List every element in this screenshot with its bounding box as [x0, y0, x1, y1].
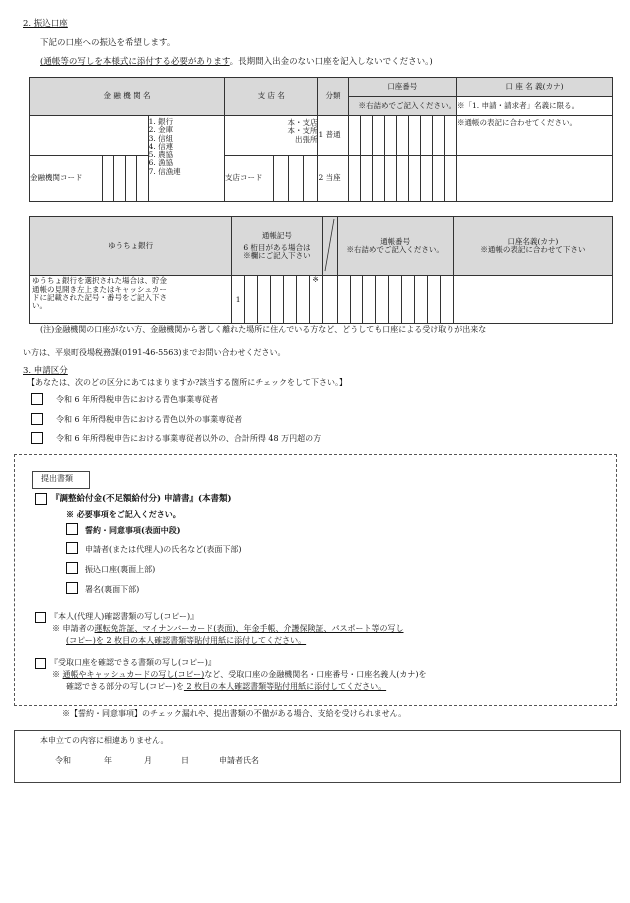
account-digit-cell[interactable] [432, 156, 444, 202]
yucho-instruction-line: ドに記載された記号・番号をご記入下さ [32, 292, 167, 302]
account-digit-cell[interactable] [432, 116, 444, 156]
bank-code-cell[interactable] [113, 156, 124, 201]
bank-name-input[interactable] [30, 116, 149, 156]
bank-type-option: 2. 金庫 [148, 125, 174, 135]
yucho-number-cell[interactable] [376, 276, 389, 324]
notice-rest: 。長期間入出金のない口座を記入しないでください。) [229, 57, 433, 67]
bank-type-list [148, 116, 224, 202]
yucho-holder-label: 口座名義(カナ) [507, 236, 559, 246]
yucho-symbol-note-2: ※欄にご記入下さい [243, 250, 311, 260]
sub-item-applicant: 申請者(または代理人)の氏名など(表面下部) [85, 545, 242, 554]
category-checkbox-2[interactable] [31, 413, 43, 425]
bank-type-option: 4. 信連 [148, 141, 174, 151]
yucho-symbol-cell[interactable] [270, 276, 283, 324]
id-copy-note [52, 625, 404, 633]
yucho-symbol-sixth-cell[interactable]: ※ [309, 276, 322, 324]
account-digit-cell[interactable] [408, 156, 420, 202]
declaration-statement: 本申立ての内容に相違ありません。 [40, 736, 169, 745]
bank-type-option: 7. 信漁連 [148, 166, 181, 176]
branch-code-cell[interactable] [288, 156, 303, 201]
account-type-current[interactable]: 2 当座 [318, 156, 348, 202]
yucho-holder-input[interactable] [453, 276, 612, 324]
yucho-number-cell[interactable] [427, 276, 440, 324]
category-checkbox-3[interactable] [31, 432, 43, 444]
holder-note-1: ※「1. 申請・請求者」名義に限る。 [457, 97, 613, 116]
yucho-number-note: ※右詰めでご記入ください。 [346, 245, 444, 255]
yucho-col-number [337, 217, 453, 276]
signature-checkbox[interactable] [66, 582, 78, 594]
yucho-number-label: 通帳番号 [380, 236, 411, 246]
account-digit-cell[interactable] [396, 156, 408, 202]
documents-panel [14, 454, 617, 706]
col-bank-name: 金 融 機 関 名 [30, 78, 225, 116]
yucho-symbol-cell[interactable] [296, 276, 309, 324]
branch-code-cell[interactable] [273, 156, 288, 201]
yucho-number-cell[interactable] [402, 276, 415, 324]
account-digit-cell[interactable] [360, 156, 372, 202]
bank-type-option: 3. 信組 [148, 133, 174, 143]
id-copy-title: 『本人(代理人)確認書類の写し(コピー)』 [50, 612, 199, 621]
branch-code-cell[interactable] [303, 156, 318, 201]
declaration-day: 日 [181, 756, 189, 765]
yucho-symbol-cell[interactable] [258, 276, 271, 324]
account-copy-note-underlined: 通帳やキャッシュカードの写し(コピー) [62, 670, 205, 679]
category-option-3: 令和 6 年所得税申告における事業専従者以外の、合計所得 48 万円超の方 [56, 434, 322, 443]
bank-code-cell[interactable] [102, 156, 113, 201]
bank-code-cell[interactable] [125, 156, 136, 201]
account-copy-prefix: 確認できる部分の写し(コピー)を [66, 682, 184, 691]
bank-code-label: 金融機関コード [30, 173, 83, 183]
yucho-number-cell[interactable] [363, 276, 376, 324]
yucho-instruction-line: ゆうちょ銀行を選択された場合は、貯金 [32, 276, 167, 286]
bank-type-option: 6. 漁協 [148, 158, 174, 168]
required-note: ※ 必要事項をご記入ください。 [66, 509, 181, 519]
declaration-year: 年 [104, 756, 112, 765]
account-digit-cell[interactable] [372, 156, 384, 202]
declaration-month: 月 [144, 756, 152, 765]
yucho-separator [322, 217, 337, 276]
account-digit-cell[interactable] [420, 156, 432, 202]
id-copy-note-line2: (コピー)を 2 枚目の本人確認書類等貼付用紙に添付してください。 [66, 636, 307, 645]
note-line-1: (注)金融機関の口座がない方、金融機関から著しく離れた場所に住んでいる方など、どうしても口座による受け取りが出来な [40, 325, 487, 334]
branch-code-label: 支店コード [225, 173, 263, 183]
account-checkbox[interactable] [66, 562, 78, 574]
col-account-number: 口座番号 [348, 78, 456, 97]
account-holder-input[interactable] [457, 156, 613, 202]
yucho-col-symbol [232, 217, 322, 276]
account-digit-cell[interactable] [408, 116, 420, 156]
yucho-holder-note: ※通帳の表記に合わせて下さい [480, 245, 586, 255]
yucho-symbol-cell[interactable] [283, 276, 296, 324]
account-copy-note-line2 [66, 683, 386, 691]
section2-title: 2. 振込口座 [23, 19, 68, 29]
account-digit-cell[interactable] [348, 156, 360, 202]
yucho-number-cell[interactable] [415, 276, 428, 324]
declaration-era: 令和 [55, 756, 71, 765]
account-digit-cell[interactable] [396, 116, 408, 156]
account-digit-cell[interactable] [420, 116, 432, 156]
bank-type-option: 5. 農協 [148, 150, 174, 159]
bank-code-row [30, 156, 149, 202]
bank-type-option: 1. 銀行 [148, 117, 174, 126]
notice-underlined: (通帳等の写しを本様式に添付する必要があります [40, 57, 230, 67]
yucho-symbol-cell[interactable] [245, 276, 258, 324]
account-digit-cell[interactable] [360, 116, 372, 156]
account-copy-checkbox[interactable] [35, 658, 46, 669]
account-digit-cell[interactable] [444, 156, 456, 202]
account-copy-note-rest: など、受取口座の金融機関名・口座番号・口座名義人(カナ)を [204, 670, 427, 679]
account-digit-cell[interactable] [384, 156, 396, 202]
yucho-symbol-label: 通帳記号 [261, 231, 292, 241]
account-digit-cell[interactable] [372, 116, 384, 156]
section2-notice [40, 58, 433, 67]
yucho-instruction [30, 276, 232, 324]
account-digit-cell[interactable] [348, 116, 360, 156]
sub-item-signature: 署名(裏面下部) [85, 585, 140, 594]
yucho-symbol-note-1: 6 桁目がある場合は [243, 242, 311, 252]
account-digit-cell[interactable] [444, 116, 456, 156]
diagonal-line-icon [323, 217, 336, 273]
yucho-number-cell[interactable] [337, 276, 350, 324]
warning-text: ※【誓約・同意事項】のチェック漏れや、提出書類の不備がある場合、支給を受けられません。 [62, 709, 407, 718]
main-form-item: 『調整給付金(不足額給付分) 申請書』(本書類) [51, 494, 232, 504]
col-branch-name: 支 店 名 [225, 78, 318, 116]
category-checkbox-1[interactable] [31, 393, 43, 405]
holder-note-2: ※通帳の表記に合わせてください。 [457, 116, 613, 156]
col-account-type: 分類 [318, 78, 348, 116]
bank-code-cell[interactable] [136, 156, 147, 201]
main-form-checkbox[interactable] [35, 493, 47, 505]
note-line-2: い方は、平泉町役場税務課(0191-46-5563)までお問い合わせください。 [23, 348, 286, 357]
yucho-number-cell[interactable] [440, 276, 453, 324]
account-number-note: ※右詰めでご記入ください。 [348, 97, 456, 116]
applicant-name-checkbox[interactable] [66, 542, 78, 554]
yucho-number-cell[interactable] [350, 276, 363, 324]
yucho-col-holder [453, 217, 612, 276]
branch-code-row [225, 156, 318, 202]
yucho-instruction-line: い。 [32, 301, 47, 310]
id-copy-note-underlined: 運転免許証、マイナンバーカード(表面)、年金手帳、介護保険証、パスポート等の写し [94, 624, 404, 633]
section3-question: 【あなたは、次のどの区分にあてはまりますか?該当する箇所にチェックをして下さい。】 [27, 378, 348, 387]
sub-item-account: 振込口座(裏面上部) [85, 565, 156, 574]
category-option-1: 令和 6 年所得税申告における青色事業専従者 [56, 395, 219, 404]
yucho-symbol-first: 1 [232, 276, 245, 324]
sub-item-pledge: 誓約・同意事項(表面中段) [85, 525, 181, 535]
yucho-separator-cell [322, 276, 337, 324]
documents-label: 提出書類 [41, 474, 73, 483]
category-option-2: 令和 6 年所得税申告における青色以外の事業専従者 [56, 415, 243, 424]
yucho-number-cell[interactable] [389, 276, 402, 324]
yucho-instruction-line: 通帳の見開き左上またはキャッシュカー [32, 284, 167, 294]
pledge-checkbox[interactable] [66, 523, 78, 535]
branch-type-option: 本・支店 [287, 118, 318, 127]
section2-intro: 下記の口座への振込を希望します。 [40, 38, 176, 48]
account-digit-cell[interactable] [384, 116, 396, 156]
account-copy-underlined: 2 枚目の本人確認書類等貼付用紙に添付してください。 [183, 682, 387, 691]
declaration-signature-label: 申請者氏名 [219, 756, 259, 765]
branch-type-option: 出張所 [294, 134, 318, 144]
col-account-holder: 口 座 名 義(カナ) [457, 78, 613, 97]
signature-field[interactable] [275, 752, 605, 770]
id-copy-checkbox[interactable] [35, 612, 46, 623]
branch-type-list [225, 116, 318, 156]
branch-type-option: 本・支所 [287, 126, 318, 136]
id-copy-note-prefix: ※ 申請者の [52, 624, 95, 633]
account-copy-title: 『受取口座を確認できる書類の写し(コピー)』 [50, 658, 216, 667]
section3-title: 3. 申請区分 [23, 366, 68, 376]
account-type-ordinary[interactable]: 1 普通 [318, 116, 348, 156]
account-copy-note: ※ 通帳やキャッシュカードの写し(コピー)など、受取口座の金融機関名・口座番号・口座名義人(カナ)を [52, 670, 427, 679]
yucho-col-bank: ゆうちょ銀行 [30, 217, 232, 276]
